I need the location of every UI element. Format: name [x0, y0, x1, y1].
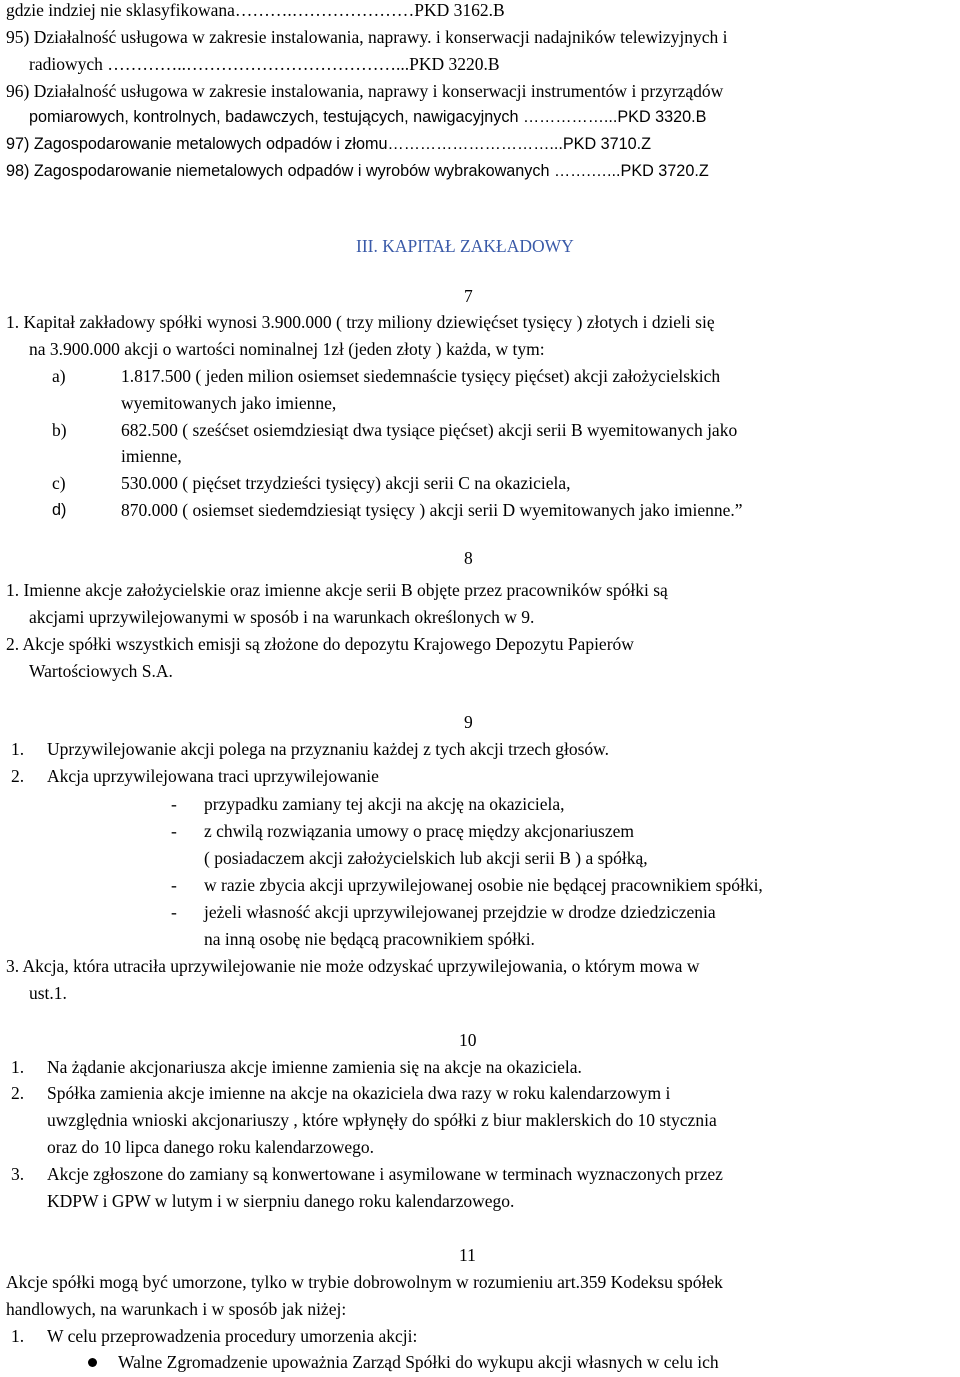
pkd-line: 96) Działalność usługowa w zakresie instalowania, naprawy i konserwacji instrumentów i przyrządów	[6, 81, 724, 101]
list-number: 3.	[11, 1164, 25, 1184]
list-item-line: 870.000 ( osiemset siedemdziesiąt tysięcy ) akcji serii D wyemitowanych jako imienne.”	[121, 500, 743, 520]
paragraph-line: KDPW i GPW w lutym i w sierpniu danego roku kalendarzowego.	[47, 1191, 515, 1211]
pkd-line: 97) Zagospodarowanie metalowych odpadów i złomu…………………………...PKD 3710.Z	[6, 135, 652, 153]
list-item-line: 530.000 ( pięćset trzydzieści tysięcy) akcji serii C na okaziciela,	[121, 473, 571, 493]
dash-item-line: jeżeli własność akcji uprzywilejowanej przejdzie w drodze dziedziczenia	[204, 902, 716, 922]
pkd-line: gdzie indziej nie sklasyfikowana……….…………………PKD 3162.B	[6, 0, 505, 20]
list-item-line: 1.817.500 ( jeden milion osiemset siedemnaście tysięcy pięćset) akcji założycielskich	[121, 366, 721, 386]
paragraph-line: Akcje zgłoszone do zamiany są konwertowane i asymilowane w terminach wyznaczonych przez	[47, 1164, 723, 1184]
dash-item-line: przypadku zamiany tej akcji na akcję na okaziciela,	[204, 794, 565, 814]
paragraph-line: akcjami uprzywilejowanymi w sposób i na warunkach określonych w 9.	[29, 607, 535, 627]
dash-marker: -	[171, 821, 177, 841]
paragraph-line: 1. Imienne akcje założycielskie oraz imienne akcje serii B objęte przez pracowników spółki są	[6, 580, 668, 600]
paragraph-line: Uprzywilejowanie akcji polega na przyznaniu każdej z tych akcji trzech głosów.	[47, 739, 610, 759]
pkd-line: 95) Działalność usługowa w zakresie instalowania, naprawy. i konserwacji nadajników telewizyjnych i	[6, 27, 728, 47]
dash-item-line: w razie zbycia akcji uprzywilejowanej osobie nie będącej pracownikiem spółki,	[204, 875, 763, 895]
paragraph-line: Akcja uprzywilejowana traci uprzywilejowanie	[47, 766, 379, 786]
paragraph-line: 1. Kapitał zakładowy spółki wynosi 3.900.000 ( trzy miliony dziewięćset tysięcy ) złotych i dzieli się	[6, 312, 715, 332]
list-label: d)	[52, 501, 67, 519]
section-number: 10	[459, 1030, 477, 1050]
list-label: b)	[52, 420, 67, 440]
list-item-line: 682.500 ( sześćset osiemdziesiąt dwa tysiące pięćset) akcji serii B wyemitowanych jako	[121, 420, 738, 440]
bullet-icon	[88, 1358, 97, 1367]
list-item-line: wyemitowanych jako imienne,	[121, 393, 337, 413]
paragraph-line: Akcje spółki mogą być umorzone, tylko w trybie dobrowolnym w rozumieniu art.359 Kodeksu spółek	[6, 1272, 723, 1292]
dash-item-line: na inną osobę nie będącą pracownikiem spółki.	[204, 929, 535, 949]
list-label: a)	[52, 366, 66, 386]
list-item-line: imienne,	[121, 446, 182, 466]
dash-marker: -	[171, 875, 177, 895]
chapter-heading: III. KAPITAŁ ZAKŁADOWY	[356, 236, 574, 256]
paragraph-line: 2. Akcje spółki wszystkich emisji są złożone do depozytu Krajowego Depozytu Papierów	[6, 634, 634, 654]
dash-item-line: ( posiadaczem akcji założycielskich lub akcji serii B ) a spółką,	[204, 848, 648, 868]
section-number: 9	[464, 712, 473, 732]
dash-marker: -	[171, 794, 177, 814]
section-number: 8	[464, 548, 473, 568]
section-number: 7	[464, 286, 473, 306]
paragraph-line: oraz do 10 lipca danego roku kalendarzowego.	[47, 1137, 375, 1157]
bullet-item-line: Walne Zgromadzenie upoważnia Zarząd Spółki do wykupu akcji własnych w celu ich	[118, 1352, 719, 1372]
paragraph-line: handlowych, na warunkach i w sposób jak niżej:	[6, 1299, 347, 1319]
list-number: 1.	[11, 1057, 25, 1077]
paragraph-line: W celu przeprowadzenia procedury umorzenia akcji:	[47, 1326, 418, 1346]
list-label: c)	[52, 473, 66, 493]
pkd-line: pomiarowych, kontrolnych, badawczych, testujących, nawigacyjnych ……………...PKD 3320.B	[29, 108, 707, 126]
section-number: 11	[459, 1245, 476, 1265]
paragraph-line: 3. Akcja, która utraciła uprzywilejowanie nie może odzyskać uprzywilejowania, o którym mowa w	[6, 956, 700, 976]
paragraph-line: na 3.900.000 akcji o wartości nominalnej 1zł (jeden złoty ) każda, w tym:	[29, 339, 545, 359]
paragraph-line: Na żądanie akcjonariusza akcje imienne zamienia się na akcje na okaziciela.	[47, 1057, 582, 1077]
pkd-line: radiowych …………..………………………………...PKD 3220.B	[29, 54, 500, 74]
paragraph-line: Wartościowych S.A.	[29, 661, 173, 681]
paragraph-line: Spółka zamienia akcje imienne na akcje na okaziciela dwa razy w roku kalendarzowym i	[47, 1083, 671, 1103]
list-number: 1.	[11, 1326, 25, 1346]
dash-marker: -	[171, 902, 177, 922]
dash-item-line: z chwilą rozwiązania umowy o pracę między akcjonariuszem	[204, 821, 635, 841]
list-number: 1.	[11, 739, 25, 759]
list-number: 2.	[11, 766, 25, 786]
paragraph-line: uwzględnia wnioski akcjonariuszy , które wpłynęły do spółki z biur maklerskich do 10 stycznia	[47, 1110, 717, 1130]
pkd-line: 98) Zagospodarowanie niemetalowych odpadów i wyrobów wybrakowanych …….…...PKD 3720.Z	[6, 162, 709, 180]
paragraph-line: ust.1.	[29, 983, 67, 1003]
list-number: 2.	[11, 1083, 25, 1103]
